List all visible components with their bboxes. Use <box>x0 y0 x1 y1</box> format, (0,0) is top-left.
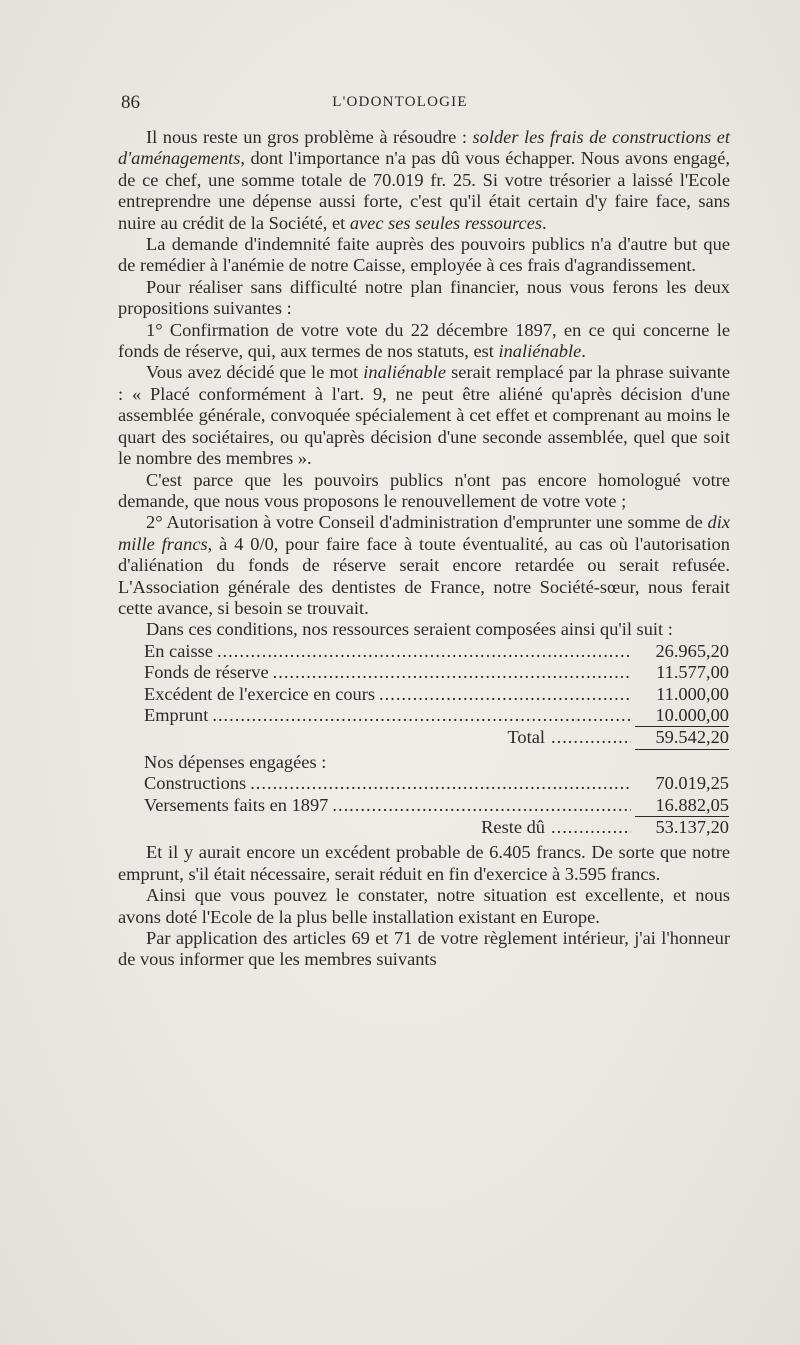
page-header <box>0 92 800 118</box>
ledger-total: Total ..... 59.542,20 <box>144 727 729 749</box>
paragraph: La demande d'indemnité faite auprès des pouvoirs publics n'a d'autre but que de remédier à l'anémie de notre Caisse, employée à ces frais d'agrandissement. <box>118 234 730 276</box>
ledger-row: Excédent de l'exercice en cours ..... 11.000,00 <box>144 684 729 705</box>
ledger-row: En caisse ..... 26.965,20 <box>144 641 729 662</box>
paragraph: Et il y aurait encore un excédent probable de 6.405 francs. De sorte que notre emprunt, s'il était nécessaire, serait réduit en fin d'exercice à 3.595 francs. <box>118 842 730 884</box>
paragraph: Pour réaliser sans difficulté notre plan financier, nous vous ferons les deux propositions suivantes : <box>118 276 730 319</box>
expenses-ledger <box>144 752 729 839</box>
ledger-row: Constructions ..... 70.019,25 <box>144 773 729 794</box>
paragraph: Il nous reste un gros problème à résoudre : solder les frais de constructions et d'aménagements, dont l'importance n'a pas dû vous échapper. Nous avons engagé, de ce chef, une somme totale de 70.019 fr. 25. Si votre trésorier a laissé l'Ecole entreprendre une dépense aussi forte, c'est qu'il était certain d'y faire face, sans nuire au crédit de la Société, et avec ses seules ressources. <box>118 127 730 233</box>
running-head: L'ODONTOLOGIE <box>332 94 468 110</box>
paragraph: Dans ces conditions, nos ressources seraient composées ainsi qu'il suit : <box>146 619 673 640</box>
ledger-row: Versements faits en 1897 ..... 16.882,05 <box>144 795 729 817</box>
expenses-heading: Nos dépenses engagées : <box>144 751 327 772</box>
resources-ledger <box>144 641 729 750</box>
paragraph: C'est parce que les pouvoirs publics n'ont pas encore homologué votre demande, que nous vous proposons le renouvellement de votre vote ; <box>118 469 730 511</box>
paragraph: Par application des articles 69 et 71 de votre règlement intérieur, j'ai l'honneur de vous informer que les membres suivants <box>118 928 730 970</box>
paragraph: Vous avez décidé que le mot inaliénable serait remplacé par la phrase suivante : « Placé conformément à l'art. 9, ne peut être aliéné qu'après décision d'une assemblée générale, convoquée spécialement à cet effet et comprenant au moins le quart des sociétaires, ou qu'après décision d'une seconde assemblée, quel que soit le nombre des membres ». <box>118 362 730 469</box>
proposition-1: 1° Confirmation de votre vote du 22 décembre 1897, en ce qui concerne le fonds de réserve, qui, aux termes de nos statuts, est inaliénable. <box>118 319 730 362</box>
proposition-2: 2° Autorisation à votre Conseil d'administration d'emprunter une somme de dix mille francs, à 4 0/0, pour faire face à toute éventualité, au cas où l'autorisation d'aliénation du fonds de réserve serait encore retardée ou serait refusée. L'Association générale des dentistes de France, notre Société-sœur, nous ferait cette avance, si besoin se trouvait. <box>118 512 731 618</box>
ledger-row: Fonds de réserve ..... 11.577,00 <box>144 662 729 683</box>
ledger-remaining: Reste dû ..... 53.137,20 <box>144 817 729 838</box>
ledger-row: Emprunt ..... 10.000,00 <box>144 705 729 727</box>
page-number: 86 <box>121 92 140 113</box>
paragraph: Ainsi que vous pouvez le constater, notre situation est excellente, et nous avons doté l'Ecole de la plus belle installation existant en Europe. <box>118 885 730 927</box>
body-text <box>118 127 730 971</box>
